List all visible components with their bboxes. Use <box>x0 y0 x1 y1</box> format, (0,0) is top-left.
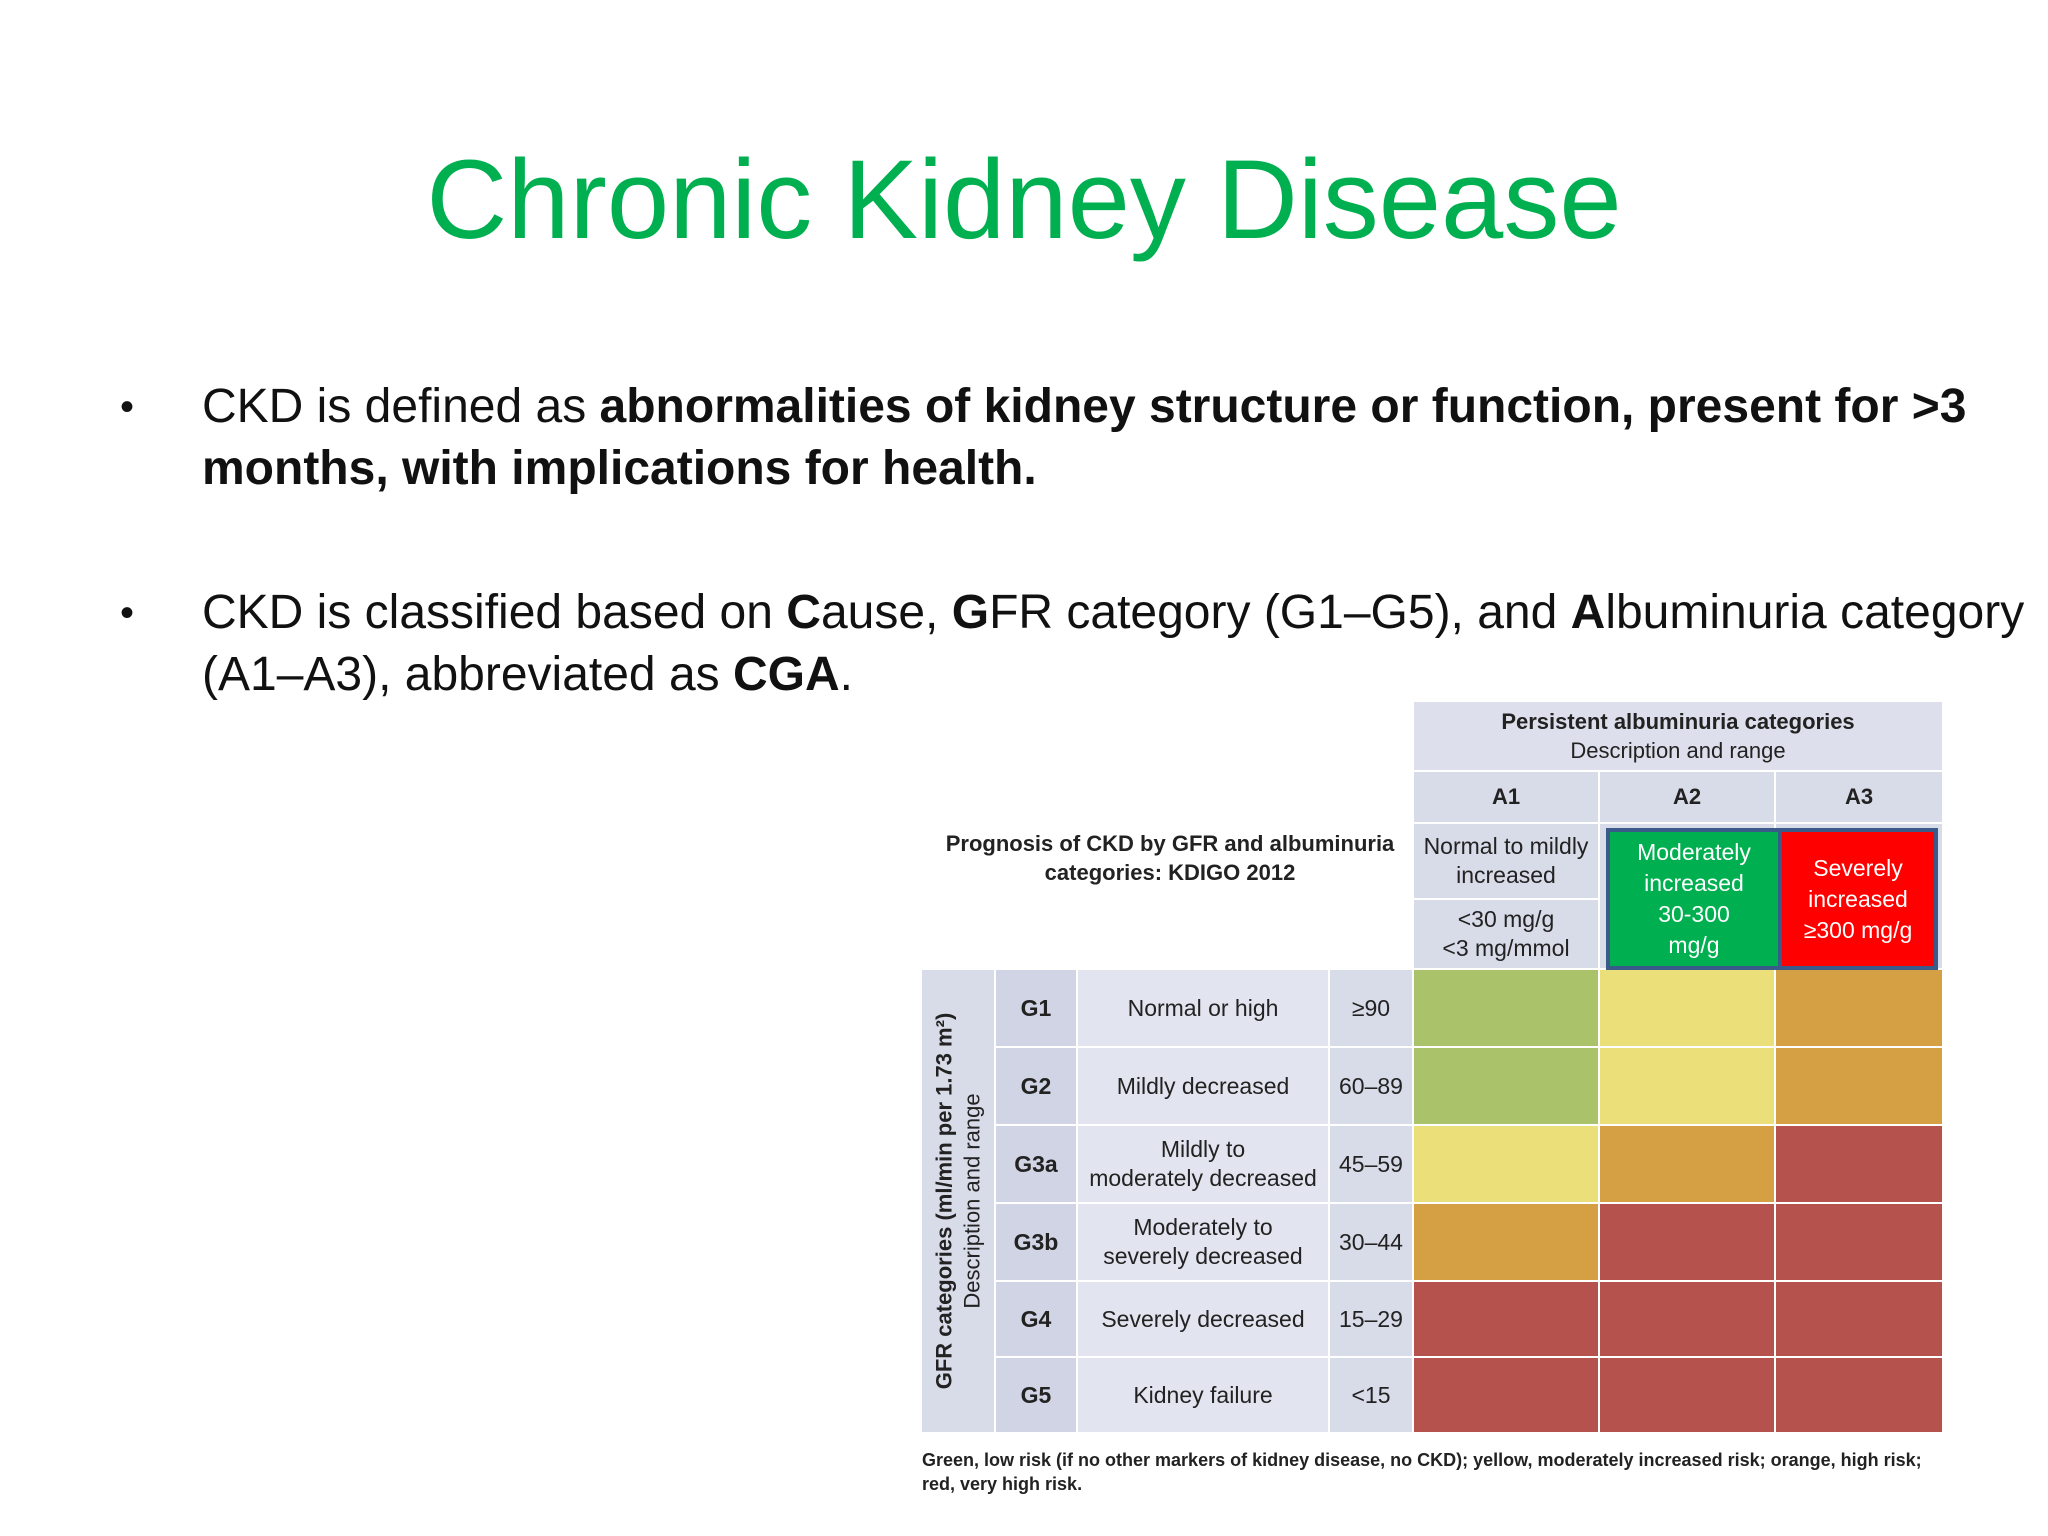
risk-cell-g4-a3 <box>1776 1282 1942 1356</box>
figure-footnote: Green, low risk (if no other markers of kidney disease, no CKD); yellow, moderately increased risk; orange, high risk; red, very high risk. <box>922 1450 1922 1494</box>
a1-description: Normal to mildly increased <box>1414 824 1598 898</box>
risk-cell-g5-a3 <box>1776 1358 1942 1432</box>
g-category-description: Mildly to moderately decreased <box>1078 1126 1328 1202</box>
g-category-code: G1 <box>996 970 1076 1046</box>
bullet-text-bold: abnormalities of kidney structure or function, present for >3 months, with implications for health. <box>202 380 1967 495</box>
g-category-range: 15–29 <box>1330 1282 1412 1356</box>
risk-cell-g3b-a2 <box>1600 1204 1774 1280</box>
bullet-dot: • <box>120 385 135 429</box>
a-category-code: A3 <box>1776 772 1942 822</box>
g-category-range: 30–44 <box>1330 1204 1412 1280</box>
g-category-description: Mildly decreased <box>1078 1048 1328 1124</box>
risk-cell-g1-a1 <box>1414 970 1598 1046</box>
gfr-axis-title: GFR categories (ml/min per 1.73 m²) <box>931 1012 957 1390</box>
gfr-axis-subtitle: Description and range <box>959 1093 985 1309</box>
gfr-axis-panel <box>922 970 994 1432</box>
risk-cell-g3b-a3 <box>1776 1204 1942 1280</box>
g-category-description: Severely decreased <box>1078 1282 1328 1356</box>
albuminuria-header-subtitle: Description and range <box>1570 738 1786 763</box>
risk-cell-g2-a3 <box>1776 1048 1942 1124</box>
risk-cell-g4-a1 <box>1414 1282 1598 1356</box>
bullet-text: CKD is classified based on Cause, GFR category (G1–G5), and Albuminuria category (A1–A3), abbreviated as CGA. <box>202 586 2025 701</box>
a1-range: <30 mg/g <3 mg/mmol <box>1414 900 1598 968</box>
g-category-code: G3a <box>996 1126 1076 1202</box>
g-category-code: G2 <box>996 1048 1076 1124</box>
g-category-range: ≥90 <box>1330 970 1412 1046</box>
a2-overlay-box: Moderately increased 30-300 mg/g <box>1606 828 1780 970</box>
risk-cell-g1-a2 <box>1600 970 1774 1046</box>
albuminuria-header-title: Persistent albuminuria categories <box>1501 709 1855 734</box>
bullet-text <box>202 376 2048 500</box>
prognosis-title: Prognosis of CKD by GFR and albuminuria categories: KDIGO 2012 <box>940 828 1400 888</box>
slide-title: Chronic Kidney Disease <box>426 137 1622 262</box>
g-category-code: G5 <box>996 1358 1076 1432</box>
risk-cell-g4-a2 <box>1600 1282 1774 1356</box>
g-category-range: <15 <box>1330 1358 1412 1432</box>
risk-cell-g3a-a3 <box>1776 1126 1942 1202</box>
a3-overlay-box: Severely increased ≥300 mg/g <box>1780 828 1938 970</box>
a-category-code: A1 <box>1414 772 1598 822</box>
risk-cell-g2-a2 <box>1600 1048 1774 1124</box>
g-category-code: G4 <box>996 1282 1076 1356</box>
risk-cell-g5-a2 <box>1600 1358 1774 1432</box>
risk-cell-g5-a1 <box>1414 1358 1598 1432</box>
g-category-description: Moderately to severely decreased <box>1078 1204 1328 1280</box>
g-category-code: G3b <box>996 1204 1076 1280</box>
risk-cell-g2-a1 <box>1414 1048 1598 1124</box>
a-category-code: A2 <box>1600 772 1774 822</box>
g-category-description: Normal or high <box>1078 970 1328 1046</box>
g-category-range: 60–89 <box>1330 1048 1412 1124</box>
g-category-description: Kidney failure <box>1078 1358 1328 1432</box>
albuminuria-header <box>1414 702 1942 770</box>
risk-cell-g3a-a2 <box>1600 1126 1774 1202</box>
risk-cell-g3a-a1 <box>1414 1126 1598 1202</box>
risk-cell-g1-a3 <box>1776 970 1942 1046</box>
risk-cell-g3b-a1 <box>1414 1204 1598 1280</box>
g-category-range: 45–59 <box>1330 1126 1412 1202</box>
bullet-dot: • <box>120 591 135 635</box>
bullet-text-plain: CKD is defined as <box>202 380 600 433</box>
